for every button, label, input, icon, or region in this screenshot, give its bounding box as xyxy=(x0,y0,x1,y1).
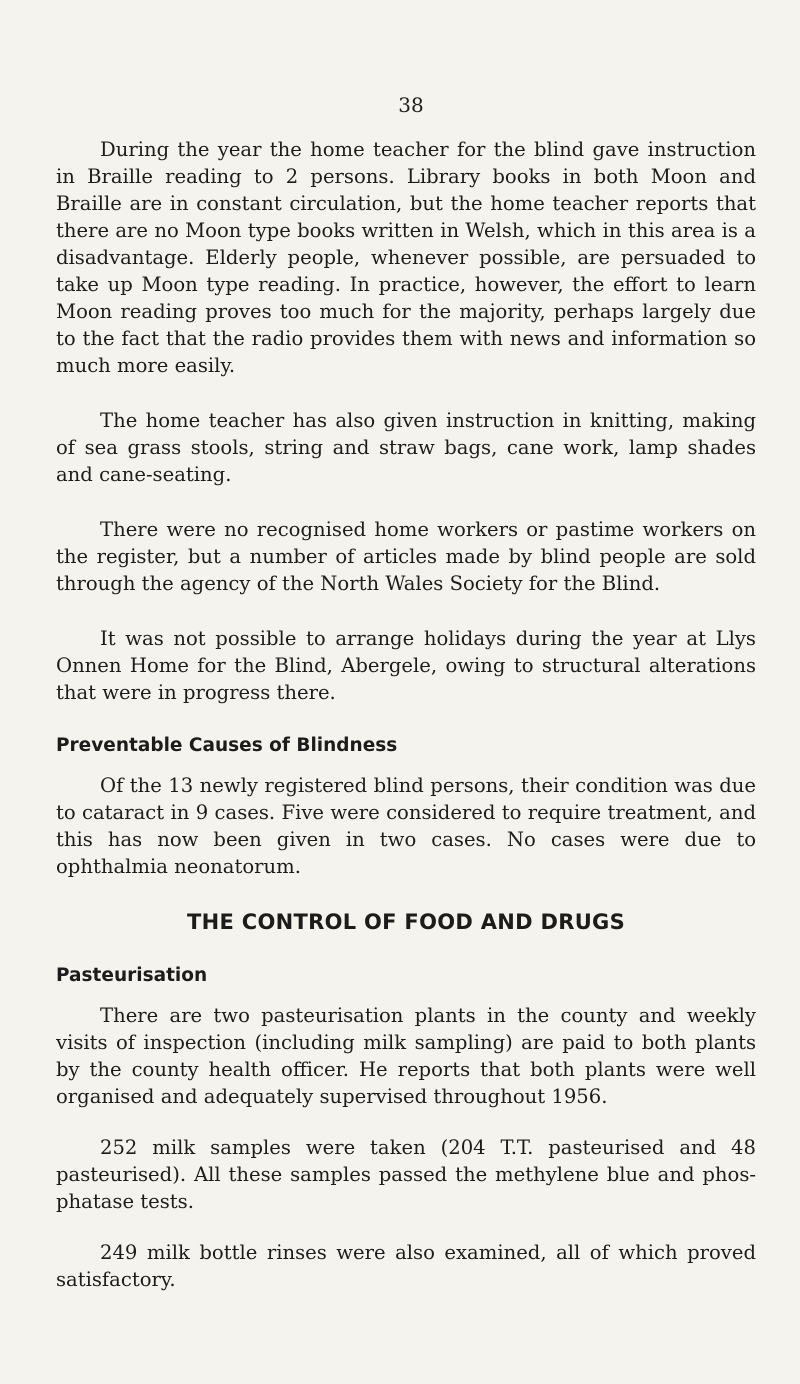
paragraph-pasteurisation-plants: There are two pasteurisation plants in the county and weekly visits of inspection (including milk sampling) are paid to both plants by the county health officer. He reports that both plants were well organised and adequately supervised throughout 1956. xyxy=(56,1004,756,1108)
document-page xyxy=(56,92,756,1317)
paragraph-holidays: It was not possible to arrange holidays during the year at Llys Onnen Home for the Blind, Abergele, owing to structural alterations that were in progress there. xyxy=(56,627,756,704)
paragraph-blindness-causes: Of the 13 newly registered blind persons, their condition was due to cataract in 9 cases. Five were considered to require treatment, and this has now been given in two cases. No cases were due to ophthalmia neonatorum. xyxy=(56,774,756,878)
paragraph-craft-instruction: The home teacher has also given instruction in knitting, making of sea grass stools, string and straw bags, cane work, lamp shades and cane-seating. xyxy=(56,409,756,486)
paragraph-braille-instruction: During the year the home teacher for the blind gave instruction in Braille reading to 2 persons. Library books in both Moon and Braille are in constant circulation, but the home teacher reports that there are no Moon type books written in Welsh, which in this area is a disadvantage. Elderly people, whenever possible, are persuaded to take up Moon type reading. In practice, however, the effort to learn Moon reading proves too much for the majority, perhaps largely due to the fact that the radio provides them with news and information so much more easily. xyxy=(56,138,756,377)
paragraph-home-workers: There were no recognised home workers or pastime workers on the register, but a number of articles made by blind people are sold through the agency of the North Wales Society for the Blind. xyxy=(56,518,756,595)
food-drugs-title: THE CONTROL OF FOOD AND DRUGS xyxy=(186,910,626,934)
pasteurisation-heading: Pasteurisation xyxy=(56,965,208,986)
blindness-heading: Preventable Causes of Blindness xyxy=(56,735,398,756)
page-number: 38 xyxy=(398,93,424,117)
paragraph-bottle-rinses: 249 milk bottle rinses were also examined, all of which proved satisfactory. xyxy=(56,1241,756,1291)
paragraph-milk-samples: 252 milk samples were taken (204 T.T. pasteurised and 48 pasteurised). All these samples passed the methylene blue and phos-phatase tests. xyxy=(56,1136,756,1213)
